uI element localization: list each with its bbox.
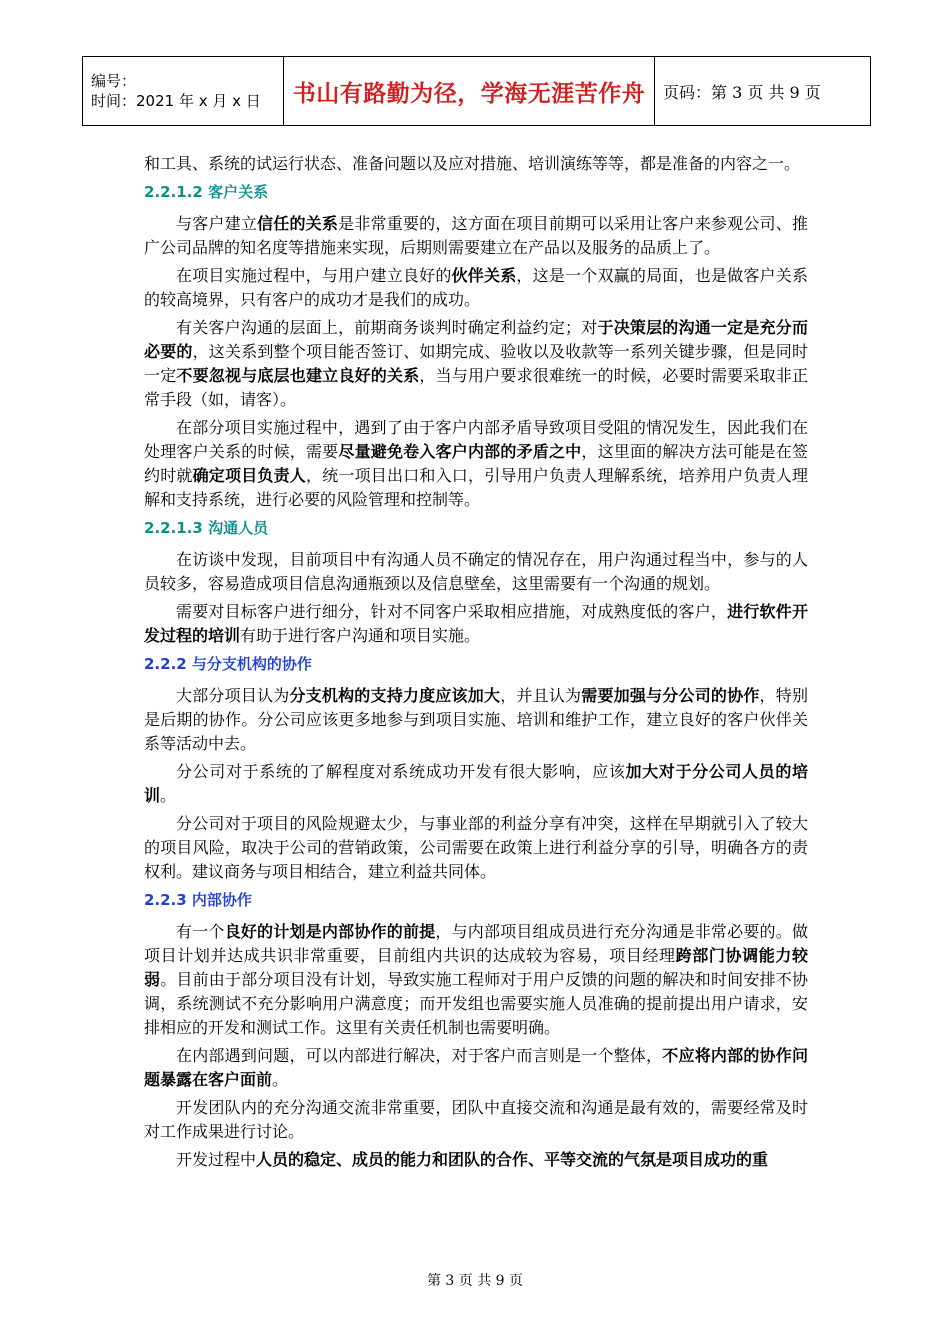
emphasis-text: 于决策层的沟通一定是充分而必要的 xyxy=(144,318,808,361)
paragraph-branch-risk: 分公司对于项目的风险规避太少，与事业部的利益分享有冲突，这样在早期就引入了较大的项目风险，取决于公司的营销政策，公司需要在政策上进行利益分享的引导，明确各方的责权利。建议商务与项目相结合，建立利益共同体。 xyxy=(144,814,808,881)
header-page-info: 页码：第 3 页 共 9 页 xyxy=(655,57,871,126)
text-run: 。 xyxy=(160,786,177,805)
section-heading-internal-collaboration: 2.2.3 内部协作 xyxy=(144,891,252,909)
emphasis-text: 分支机构的支持力度应该加大 xyxy=(289,686,501,705)
text-run: 。目前由于部分项目没有计划，导致实施工程师对于用户反馈的问题的解决和时间安排不协调，系统测试不充分影响用户满意度；而开发组也需要实施人员准确的提前提出用户请求，安排相应的开发和测试工作。这里有关责任机制也需要明确。 xyxy=(144,970,808,1037)
paragraph-trust-relationship xyxy=(144,212,808,260)
emphasis-text: 需要加强与分公司的协作 xyxy=(581,686,760,705)
text-run: 是非常重要的，这方面在项目前期可以采用让客户来参观公司、推广公司品牌的知名度等措施来实现，后期则需要建立在产品以及服务的品质上了。 xyxy=(144,214,808,257)
text-run: 有一个 xyxy=(176,922,225,941)
text-run: 在内部遇到问题，可以内部进行解决，对于客户而言则是一个整体， xyxy=(176,1046,663,1065)
header-meta-cell xyxy=(83,57,284,126)
emphasis-text: 伙伴关系 xyxy=(451,266,517,285)
text-run: ，当与用户要求很难统一的时候，必要时需要采取非正常手段（如，请客）。 xyxy=(144,366,808,409)
document-date-label: 时间：2021 年 x 月 x 日 xyxy=(91,92,261,110)
text-run: ，并且认为 xyxy=(500,686,582,705)
text-run: ，与内部项目组成员进行充分沟通是非常必要的。做项目计划并达成共识非常重要，目前组内共识的达成较为容易，项目经理 xyxy=(144,922,808,965)
document-body xyxy=(144,152,808,1176)
section-heading-customer-relations: 2.2.1.2 客户关系 xyxy=(144,183,269,201)
text-run: 有关客户沟通的层面上，前期商务谈判时确定利益约定；对 xyxy=(176,318,598,337)
text-run: 在项目实施过程中，与用户建立良好的 xyxy=(176,266,452,285)
text-run: 分公司对于系统的了解程度对系统成功开发有很大影响，应该 xyxy=(176,762,626,781)
paragraph-team-communication: 开发团队内的充分沟通交流非常重要，团队中直接交流和沟通是最有效的，需要经常及时对工作成果进行讨论。 xyxy=(144,1098,808,1141)
paragraph-branch-support xyxy=(144,684,808,756)
text-run: ，统一项目出口和入口，引导用户负责人理解系统，培养用户负责人理解和支持系统，进行必要的风险管理和控制等。 xyxy=(144,466,808,509)
text-run: 大部分项目认为 xyxy=(176,686,290,705)
text-run: ，这关系到整个项目能否签订、如期完成、验收以及收款等一系列关键步骤，但是同时一定 xyxy=(144,342,808,385)
paragraph-customer-segmentation xyxy=(144,600,808,648)
paragraph-customer-communication xyxy=(144,316,808,412)
emphasis-text: 进行软件开发过程的培训 xyxy=(144,602,808,645)
text-run: 。 xyxy=(272,1070,289,1089)
paragraph-team-stability xyxy=(144,1148,808,1172)
paragraph-branch-training xyxy=(144,760,808,808)
paragraph-interview-findings: 在访谈中发现，目前项目中有沟通人员不确定的情况存在，用户沟通过程当中，参与的人员较多，容易造成项目信息沟通瓶颈以及信息壁垒，这里需要有一个沟通的规划。 xyxy=(144,550,808,593)
text-run: ，这是一个双赢的局面，也是做客户关系的较高境界，只有客户的成功才是我们的成功。 xyxy=(144,266,808,309)
section-heading-communication-staff: 2.2.1.3 沟通人员 xyxy=(144,519,269,537)
text-run: 有助于进行客户沟通和项目实施。 xyxy=(240,626,481,645)
paragraph-internal-plan xyxy=(144,920,808,1040)
emphasis-text: 加大对于分公司人员的培训 xyxy=(144,762,808,805)
text-run: ，这里面的解决方法可能是在签约时就 xyxy=(144,442,808,485)
text-run: ，特别是后期的协作。分公司应该更多地参与到项目实施、培训和维护工作，建立良好的客户伙伴关系等活动中去。 xyxy=(144,686,808,753)
document-number-label: 编号： xyxy=(91,72,137,90)
page-header xyxy=(82,56,871,126)
emphasis-text: 不要忽视与底层也建立良好的关系 xyxy=(176,366,420,385)
paragraph-internal-issues xyxy=(144,1044,808,1092)
emphasis-text: 确定项目负责人 xyxy=(192,466,307,485)
paragraph-internal-conflict xyxy=(144,416,808,512)
emphasis-text: 尽量避免卷入客户内部的矛盾之中 xyxy=(338,442,582,461)
text-run: 开发过程中 xyxy=(176,1150,257,1169)
emphasis-text: 不应将内部的协作问题暴露在客户面前 xyxy=(144,1046,808,1089)
header-motto: 书山有路勤为径，学海无涯苦作舟 xyxy=(284,57,655,126)
text-run: 在部分项目实施过程中，遇到了由于客户内部矛盾导致项目受阻的情况发生，因此我们在处理客户关系的时候，需要 xyxy=(144,418,808,461)
paragraph-partner-relationship xyxy=(144,264,808,312)
page-footer: 第 3 页 共 9 页 xyxy=(426,1273,524,1289)
text-run: 需要对目标客户进行细分，针对不同客户采取相应措施，对成熟度低的客户， xyxy=(176,602,728,621)
emphasis-text: 信任的关系 xyxy=(257,214,339,233)
emphasis-text: 跨部门协调能力较弱 xyxy=(144,946,808,989)
emphasis-text: 人员的稳定、成员的能力和团队的合作、平等交流的气氛是项目成功的重 xyxy=(256,1150,769,1169)
text-run: 与客户建立 xyxy=(176,214,258,233)
section-heading-branch-collaboration: 2.2.2 与分支机构的协作 xyxy=(144,655,312,673)
emphasis-text: 良好的计划是内部协作的前提 xyxy=(224,922,436,941)
paragraph-continuation: 和工具、系统的试运行状态、准备问题以及应对措施、培训演练等等，都是准备的内容之一。 xyxy=(144,154,801,173)
